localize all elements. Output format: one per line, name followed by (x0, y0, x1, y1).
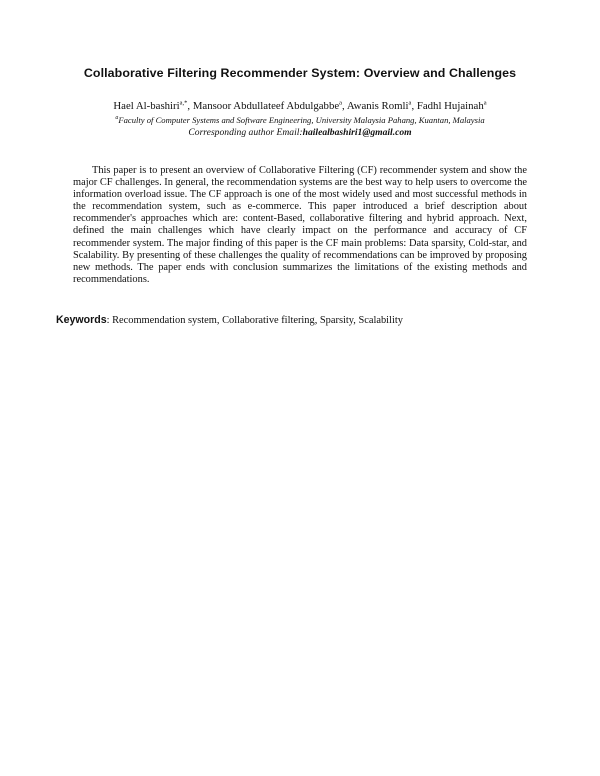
keywords-line (56, 314, 536, 326)
keywords-text: : Recommendation system, Collaborative filtering, Sparsity, Scalability (106, 315, 403, 326)
author-marks: a (483, 99, 487, 107)
author-list (0, 100, 600, 112)
author-marks: a (339, 99, 343, 107)
author-name: Awanis Romli (346, 100, 409, 112)
affiliation-text: Faculty of Computer Systems and Software Engineering, University Malaysia Pahang, Kuantan, Malaysia (118, 115, 485, 125)
author-separator: , (187, 100, 193, 112)
author-name: Mansoor Abdullateef Abdulgabbe (192, 100, 340, 112)
author-name: Fadhl Hujainah (416, 100, 484, 112)
author-separator: , (342, 100, 347, 112)
author-marks: a,* (179, 99, 188, 107)
keywords-label: Keywords (56, 314, 107, 326)
author-marks: a (408, 99, 412, 107)
abstract-paragraph: This paper is to present an overview of Collaborative Filtering (CF) recommender system and show the major CF challenges. In general, the recommendation systems are the best way to help users to overcome the information overload issue. The CF approach is one of the most widely used and most successful methods in the recommendation system, such as e-commerce. This paper introduced a brief description about recommender's approaches which are: content-Based, collaborative filtering and hybrid approach. Next, defined the main challenges which have clearly impact on the performance and accuracy of CF recommender system. The major finding of this paper is the CF main problems: Data sparsity, Cold-star, and Scalability. By presenting of these challenges the quality of recommendations can be improved by proposing new methods. The paper ends with conclusion summarizes the limitations of the existing methods and recommendations. (73, 165, 527, 285)
corresponding-author (0, 127, 600, 138)
corresponding-label: Corresponding author Email: (188, 127, 303, 138)
author-separator: , (411, 100, 417, 112)
affiliation-mark: a (115, 115, 119, 122)
paper-title: Collaborative Filtering Recommender System: Overview and Challenges (83, 66, 517, 80)
affiliation (0, 115, 600, 125)
author-name: Hael Al-bashiri (113, 100, 180, 112)
corresponding-email: hailealbashiri1@gmail.com (302, 127, 412, 138)
